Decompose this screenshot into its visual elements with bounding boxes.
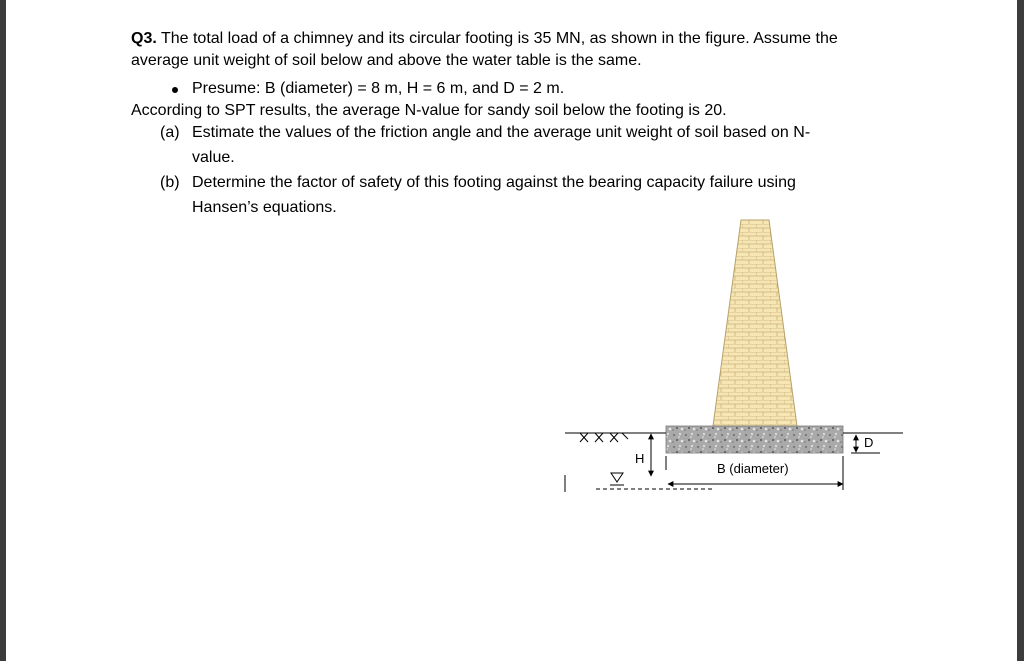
chimney bbox=[713, 220, 797, 426]
footing bbox=[666, 426, 843, 453]
part-b-line-1: Determine the factor of safety of this footing against the bearing capacity failure using bbox=[192, 174, 796, 191]
part-a-line-2: value. bbox=[192, 149, 235, 166]
label-d: D bbox=[864, 435, 874, 450]
question-number: Q3. bbox=[131, 30, 157, 47]
spt-text: According to SPT results, the average N-value for sandy soil below the footing is 20. bbox=[131, 102, 727, 119]
part-b-line-2: Hansen’s equations. bbox=[192, 199, 337, 216]
label-b-diameter: B (diameter) bbox=[717, 461, 789, 476]
part-a-label: (a) bbox=[160, 124, 180, 141]
ground-hatch bbox=[580, 433, 628, 442]
water-table-symbol bbox=[611, 473, 623, 482]
part-a-line-1: Estimate the values of the friction angle and the average unit weight of soil based on N- bbox=[192, 124, 811, 141]
label-h: H bbox=[635, 451, 645, 466]
presume-text: Presume: B (diameter) = 8 m, H = 6 m, and D = 2 m. bbox=[192, 80, 565, 97]
part-b-label: (b) bbox=[160, 174, 180, 191]
question-line-2: average unit weight of soil below and above the water table is the same. bbox=[131, 52, 642, 69]
question-text-1: The total load of a chimney and its circular footing is 35 MN, as shown in the figure. Assume the bbox=[160, 30, 838, 47]
